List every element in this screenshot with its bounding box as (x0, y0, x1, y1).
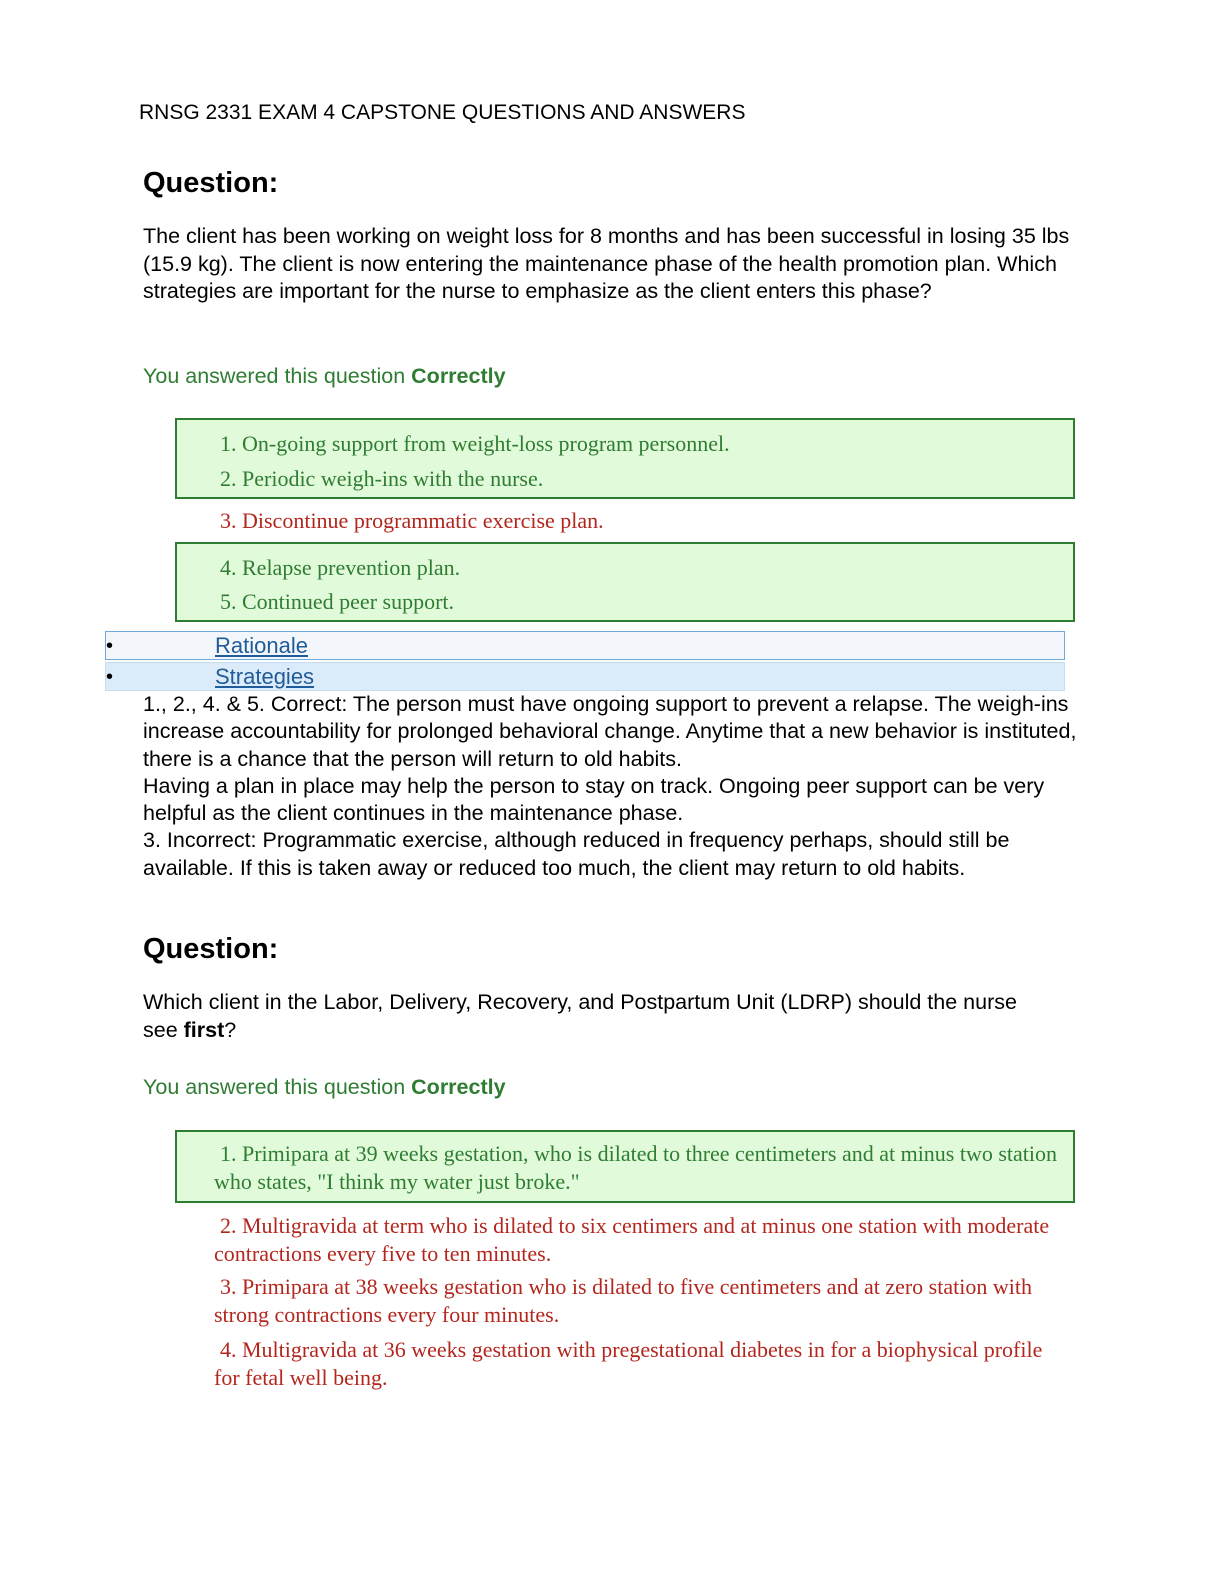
correct-answer-box (175, 418, 1075, 499)
rationale-paragraph: 1., 2., 4. & 5. Correct: The person must have ongoing support to prevent a relapse. The weigh-ins increase accountability for prolonged behavioral change. Anytime that a new behavior is instituted, there is a chance that the person will return to old habits. (143, 692, 1077, 771)
result-prefix: You answered this question (143, 364, 412, 388)
q2-option-4: 4. Multigravida at 36 weeks gestation with pregestational diabetes in for a biophysical profile for fetal well being. (214, 1337, 1043, 1390)
rationale-paragraph: 3. Incorrect: Programmatic exercise, although reduced in frequency perhaps, should still be available. If this is taken away or reduced too much, the client may return to old habits. (143, 828, 1010, 880)
result-correctly: Correctly (411, 1075, 506, 1099)
document-title: RNSG 2331 EXAM 4 CAPSTONE QUESTIONS AND ANSWERS (139, 101, 746, 124)
q1-option-1: 1. On-going support from weight-loss program personnel. (220, 431, 730, 456)
result-prefix: You answered this question (143, 1075, 412, 1099)
question-2-emphasis: first (183, 1017, 225, 1042)
strategies-link[interactable]: Strategies (215, 664, 315, 689)
question-1-result (143, 363, 506, 389)
bullet: • (106, 635, 114, 657)
q1-option-5: 5. Continued peer support. (220, 589, 455, 614)
question-2-text (143, 989, 1023, 1044)
q2-option-3: 3. Primipara at 38 weeks gestation who is dilated to five centimeters and at zero station with strong contractions every four minutes. (214, 1274, 1032, 1327)
question-1-heading: Question: (143, 167, 279, 199)
rationale-link-row (105, 631, 1065, 660)
bullet: • (106, 666, 114, 688)
question-2-text-end: ? (224, 1017, 237, 1042)
rationale-text (143, 691, 1078, 882)
correct-answer-box (175, 1130, 1075, 1203)
question-1-text: The client has been working on weight loss for 8 months and has been successful in losing 35 lbs (15.9 kg). The client is now entering the maintenance phase of the health promotion plan. Which strategies are important for the nurse to emphasize as the client enters this phase? (143, 224, 1070, 303)
result-correctly: Correctly (411, 364, 506, 388)
rationale-paragraph: Having a plan in place may help the person to stay on track. Ongoing peer support can be very helpful as the client continues in the maintenance phase. (143, 773, 1045, 826)
strategies-link-row (105, 662, 1065, 691)
q2-option-1: 1. Primipara at 39 weeks gestation, who is dilated to three centimeters and at minus two station who states, "I think my water just broke." (214, 1141, 1058, 1194)
q1-option-3: 3. Discontinue programmatic exercise plan. (220, 508, 604, 533)
q1-option-2: 2. Periodic weigh-ins with the nurse. (220, 466, 544, 491)
q2-option-2: 2. Multigravida at term who is dilated to six centimers and at minus one station with moderate contractions every five to ten minutes. (214, 1213, 1050, 1266)
question-2-heading: Question: (143, 933, 279, 965)
correct-answer-box (175, 542, 1075, 622)
q1-option-4: 4. Relapse prevention plan. (220, 555, 461, 580)
question-2-text-start: Which client in the Labor, Delivery, Recovery, and Postpartum Unit (LDRP) should the nurse see (143, 990, 1017, 1042)
rationale-link[interactable]: Rationale (215, 633, 308, 658)
question-2-result (143, 1074, 506, 1100)
